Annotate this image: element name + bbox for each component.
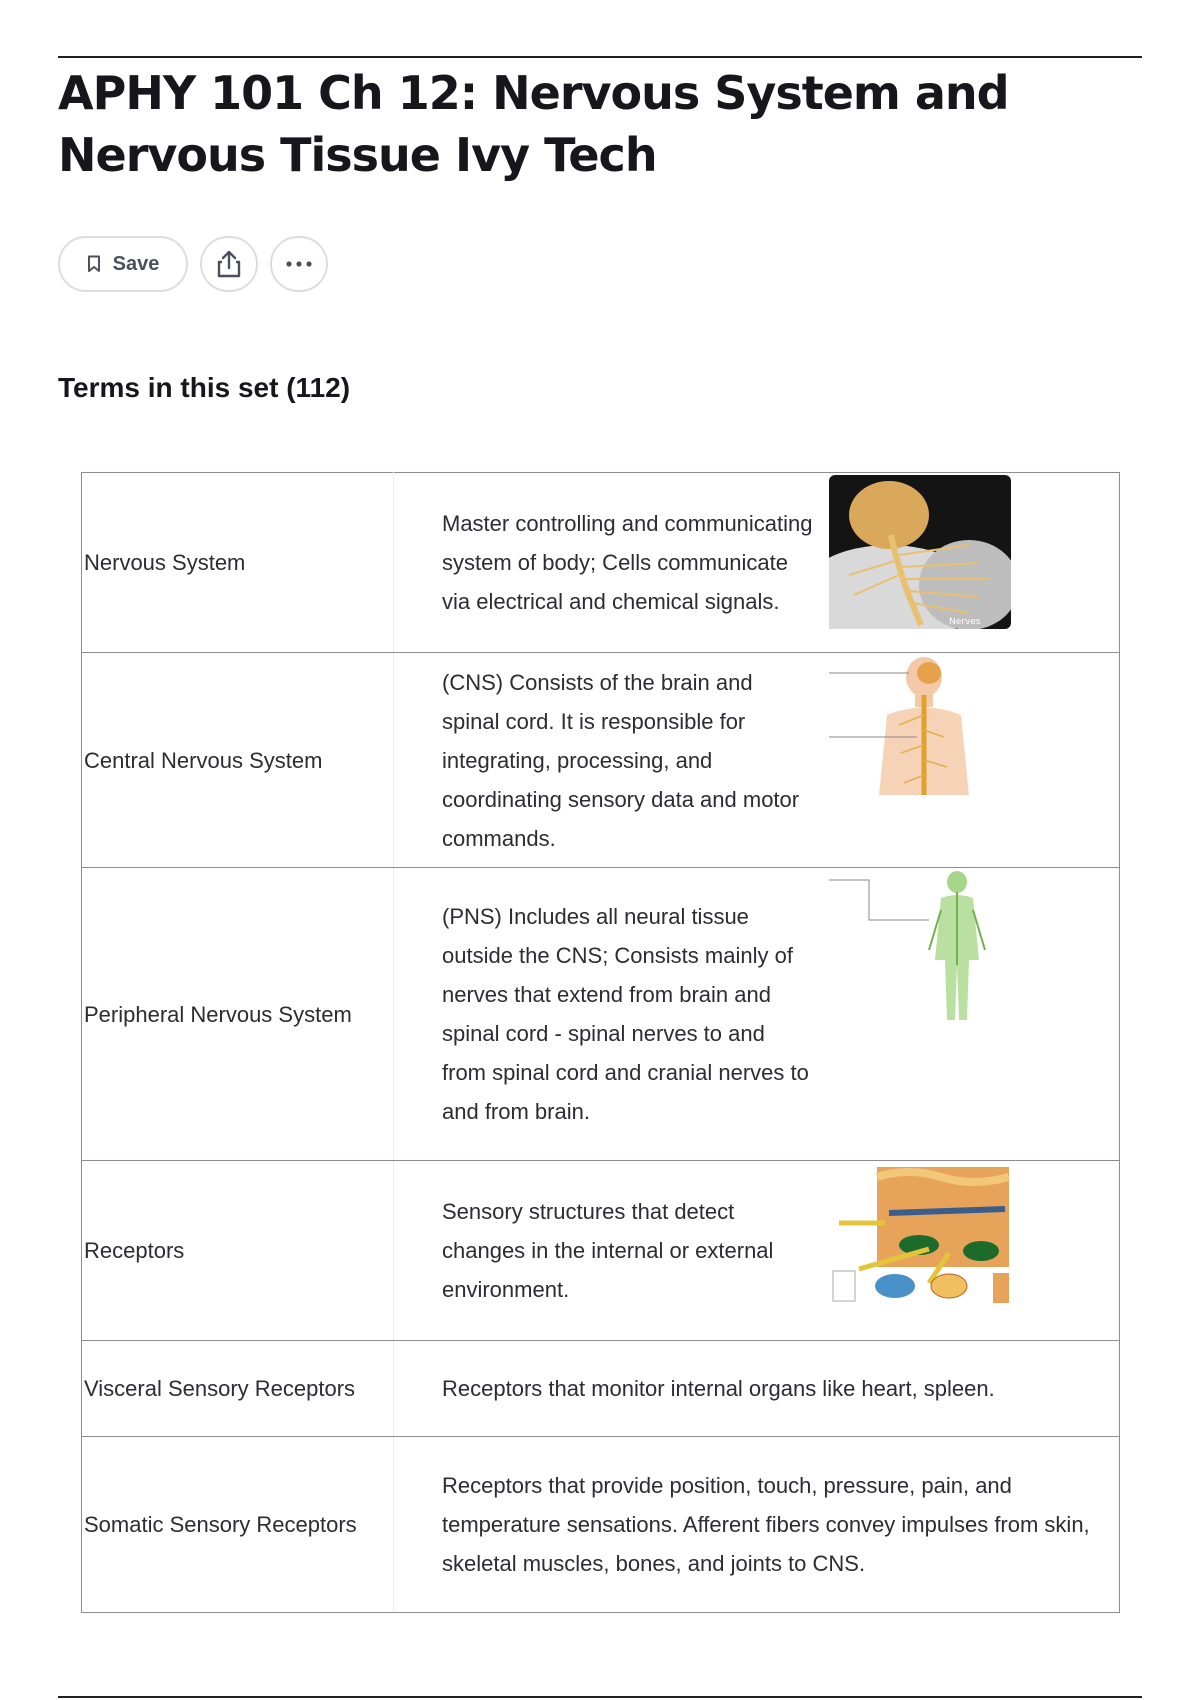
terms-table [81,472,1120,1613]
bottom-rule [58,1696,1142,1698]
table-row [82,1437,1120,1613]
top-rule [58,56,1142,58]
table-row [82,1341,1120,1437]
table-row [82,473,1120,653]
definition-cell: (PNS) Includes all neural tissue outside the CNS; Consists mainly of nerves that extend from brain and spinal cord - spinal nerves to and from spinal cord and cranial nerves to and from brain. [394,868,830,1161]
term-cell: Peripheral Nervous System [82,868,394,1161]
term-cell: Receptors [82,1161,394,1341]
table-row [82,1161,1120,1341]
definition-cell: Receptors that monitor internal organs like heart, spleen. [394,1341,1120,1437]
terms-heading: Terms in this set (112) [58,372,351,403]
more-options-button[interactable] [270,236,328,292]
share-button[interactable] [200,236,258,292]
page-title: APHY 101 Ch 12: Nervous System and Nervous Tissue Ivy Tech [58,66,1009,182]
save-button[interactable] [58,236,188,292]
nervous-system-image [829,475,1011,629]
share-icon [216,249,242,279]
term-cell: Central Nervous System [82,653,394,868]
term-cell: Nervous System [82,473,394,653]
definition-cell: Master controlling and communicating system of body; Cells communicate via electrical and chemical signals. [394,473,830,653]
table-row [82,653,1120,868]
peripheral-nervous-system-image [829,870,1011,1024]
more-dots-icon [285,260,313,268]
central-nervous-system-image [829,655,1011,809]
bookmark-icon [87,255,101,273]
term-cell: Visceral Sensory Receptors [82,1341,394,1437]
term-cell: Somatic Sensory Receptors [82,1437,394,1613]
receptors-image [829,1163,1011,1317]
definition-cell: Receptors that provide position, touch, pressure, pain, and temperature sensations. Afferent fibers convey impulses from skin, skeletal muscles, bones, and joints to CNS. [394,1437,1120,1613]
definition-cell: Sensory structures that detect changes in the internal or external environment. [394,1161,830,1341]
save-label: Save [112,252,160,275]
table-row [82,868,1120,1161]
action-bar [58,236,328,292]
image-caption: Nerves [949,617,981,627]
definition-cell: (CNS) Consists of the brain and spinal cord. It is responsible for integrating, processing, and coordinating sensory data and motor commands. [394,653,830,868]
